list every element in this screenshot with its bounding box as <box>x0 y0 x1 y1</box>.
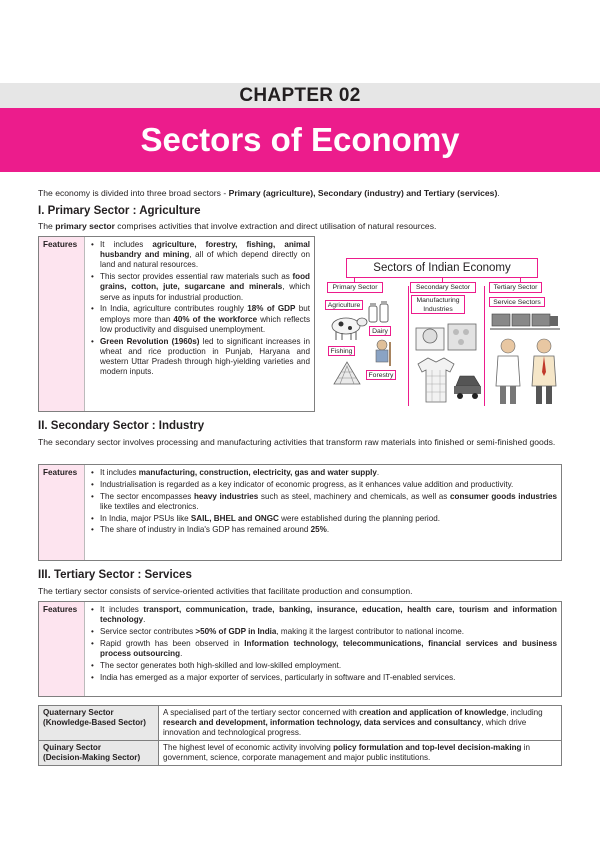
secondary-sector-box: Secondary Sector <box>410 282 476 293</box>
primary-features-list <box>88 237 314 381</box>
features-label: Features <box>39 465 85 560</box>
list-item: • Green Revolution (1960s) led to significant increases in wheat and rice production in Punjab, Haryana and western Uttar Pradesh through high-yielding varieties and modern inputs. <box>90 337 310 378</box>
tertiary-sector-box: Tertiary Sector <box>489 282 542 293</box>
train-icon <box>490 310 560 332</box>
primary-features-box <box>38 236 315 412</box>
forestry-box: Forestry <box>366 370 396 380</box>
secondary-features-box <box>38 464 562 561</box>
milk-bottle-icon <box>366 300 392 324</box>
features-label: Features <box>39 237 85 411</box>
list-item: • It includes manufacturing, construction, electricity, gas and water supply. <box>90 468 557 478</box>
businessman-icon <box>528 336 562 406</box>
tertiary-features-list <box>88 602 561 686</box>
advanced-sectors-table <box>38 705 562 766</box>
list-item: • This sector provides essential raw materials such as food grains, cotton, jute, sugarcane and minerals, which serve as inputs for industrial production. <box>90 272 310 303</box>
cow-icon <box>324 312 368 342</box>
list-item: • It includes agriculture, forestry, fishing, animal husbandry and mining, all of which depend directly on land and natural resources. <box>90 240 310 271</box>
list-item: • The share of industry in India's GDP has remained around 25%. <box>90 525 557 535</box>
list-item: • The sector encompasses heavy industries such as steel, machinery and chemicals, as well as consumer goods industries like textiles and electronics. <box>90 492 557 512</box>
chapter-label: CHAPTER 02 <box>0 83 600 108</box>
quinary-label: Quinary Sector (Decision-Making Sector) <box>39 741 159 766</box>
doctor-icon <box>492 336 526 406</box>
list-item: • India has emerged as a major exporter of services, particularly in software and IT-enabled services. <box>90 673 557 683</box>
secondary-heading: II. Secondary Sector : Industry <box>38 420 205 432</box>
manufacturing-box: Manufacturing Industries <box>411 295 465 314</box>
fishing-box: Fishing <box>328 346 355 356</box>
primary-description: The primary sector comprises activities that involve extraction and direct utilisation of natural resources. <box>38 221 437 231</box>
list-item: • Industrialisation is regarded as a key indicator of economic progress, as it enhances value addition and productivity. <box>90 480 557 490</box>
quaternary-description: A specialised part of the tertiary sector concerned with creation and application of knowledge, including research and development, information technology, data services and consultancy, which drive innovation and technological progress. <box>159 706 562 741</box>
sectors-diagram <box>322 242 562 410</box>
tertiary-description: The tertiary sector consists of service-oriented activities that facilitate production and consumption. <box>38 586 413 596</box>
diagram-divider <box>484 286 485 406</box>
features-label: Features <box>39 602 85 696</box>
list-item: • In India, agriculture contributes roughly 18% of GDP but employs more than 40% of the workforce which reflects low productivity and disguised unemployment. <box>90 304 310 335</box>
tertiary-heading: III. Tertiary Sector : Services <box>38 569 192 581</box>
farmer-icon <box>368 338 398 368</box>
primary-sector-box: Primary Sector <box>327 282 383 293</box>
list-item: • Service sector contributes >50% of GDP in India, making it the largest contributor to national income. <box>90 627 557 637</box>
table-row <box>39 706 562 741</box>
list-item: • It includes transport, communication, trade, banking, insurance, education, health care, tourism and information technology. <box>90 605 557 625</box>
secondary-features-list <box>88 465 561 539</box>
table-row <box>39 741 562 766</box>
intro-paragraph: The economy is divided into three broad sectors - Primary (agriculture), Secondary (industry) and Tertiary (services). <box>38 188 500 198</box>
list-item: • In India, major PSUs like SAIL, BHEL and ONGC were established during the planning period. <box>90 514 557 524</box>
diagram-title: Sectors of Indian Economy <box>346 258 538 278</box>
quaternary-label: Quaternary Sector (Knowledge-Based Sector) <box>39 706 159 741</box>
secondary-description: The secondary sector involves processing and manufacturing activities that transform raw materials into finished or semi-finished goods. <box>38 437 556 447</box>
primary-heading: I. Primary Sector : Agriculture <box>38 205 201 217</box>
quinary-description: The highest level of economic activity involving policy formulation and top-level decision-making in government, science, corporate management and major public institutions. <box>159 741 562 766</box>
service-sectors-box: Service Sectors <box>489 297 545 307</box>
agriculture-box: Agriculture <box>325 300 363 310</box>
shirt-and-car-icon <box>414 356 482 406</box>
fish-net-icon <box>330 358 364 388</box>
list-item: • The sector generates both high-skilled and low-skilled employment. <box>90 661 557 671</box>
page-title: Sectors of Economy <box>0 108 600 172</box>
factory-icon <box>414 318 478 352</box>
dairy-box: Dairy <box>369 326 391 336</box>
list-item: • Rapid growth has been observed in Information technology, telecommunications, financial services and business process outsourcing. <box>90 639 557 659</box>
tertiary-features-box <box>38 601 562 697</box>
diagram-divider <box>408 286 409 406</box>
